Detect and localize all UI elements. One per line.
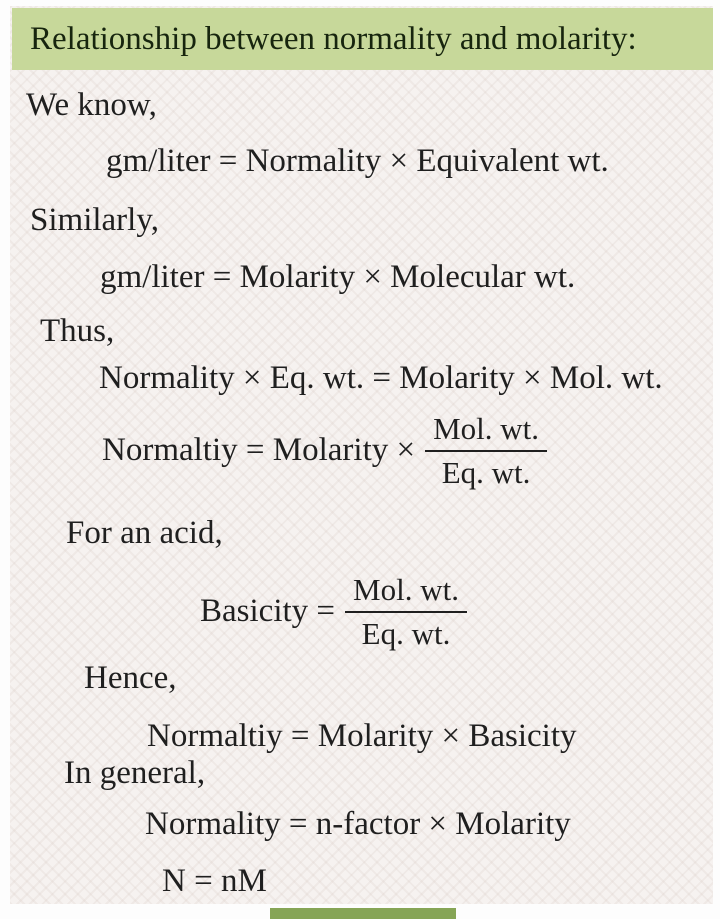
fraction-denominator: Eq. wt. bbox=[425, 450, 547, 491]
text-for-an-acid: For an acid, bbox=[66, 515, 223, 551]
fraction-denominator: Eq. wt. bbox=[345, 611, 467, 652]
equation-lhs: Basicity = bbox=[200, 593, 336, 630]
fraction-molwt-over-eqwt bbox=[345, 572, 467, 651]
fraction-molwt-over-eqwt bbox=[425, 411, 547, 490]
title-bar bbox=[12, 8, 713, 70]
equation-normality-molarity-basicity: Normaltiy = Molarity × Basicity bbox=[147, 718, 577, 754]
equation-normality-eqwt-molarity-molwt: Normality × Eq. wt. = Molarity × Mol. wt. bbox=[99, 360, 663, 396]
next-slide-peek-bar bbox=[270, 908, 456, 919]
equation-lhs: Normaltiy = Molarity × bbox=[102, 432, 416, 469]
equation-gmliter-molarity: gm/liter = Molarity × Molecular wt. bbox=[100, 259, 576, 295]
fraction-numerator: Mol. wt. bbox=[433, 411, 540, 447]
equation-normality-nfactor: Normality = n-factor × Molarity bbox=[145, 806, 571, 842]
text-hence: Hence, bbox=[84, 660, 177, 696]
equation-normality-molarity-ratio bbox=[102, 408, 547, 494]
fraction-numerator: Mol. wt. bbox=[353, 572, 459, 608]
text-thus: Thus, bbox=[40, 313, 115, 349]
text-in-general: In general, bbox=[64, 755, 206, 791]
slide-title: Relationship between normality and molarity: bbox=[30, 20, 637, 57]
equation-gmliter-normality: gm/liter = Normality × Equivalent wt. bbox=[106, 143, 609, 179]
equation-basicity-ratio bbox=[200, 570, 467, 654]
text-similarly: Similarly, bbox=[30, 202, 159, 238]
text-we-know: We know, bbox=[26, 87, 157, 123]
equation-n-equals-nm: N = nM bbox=[162, 863, 267, 899]
